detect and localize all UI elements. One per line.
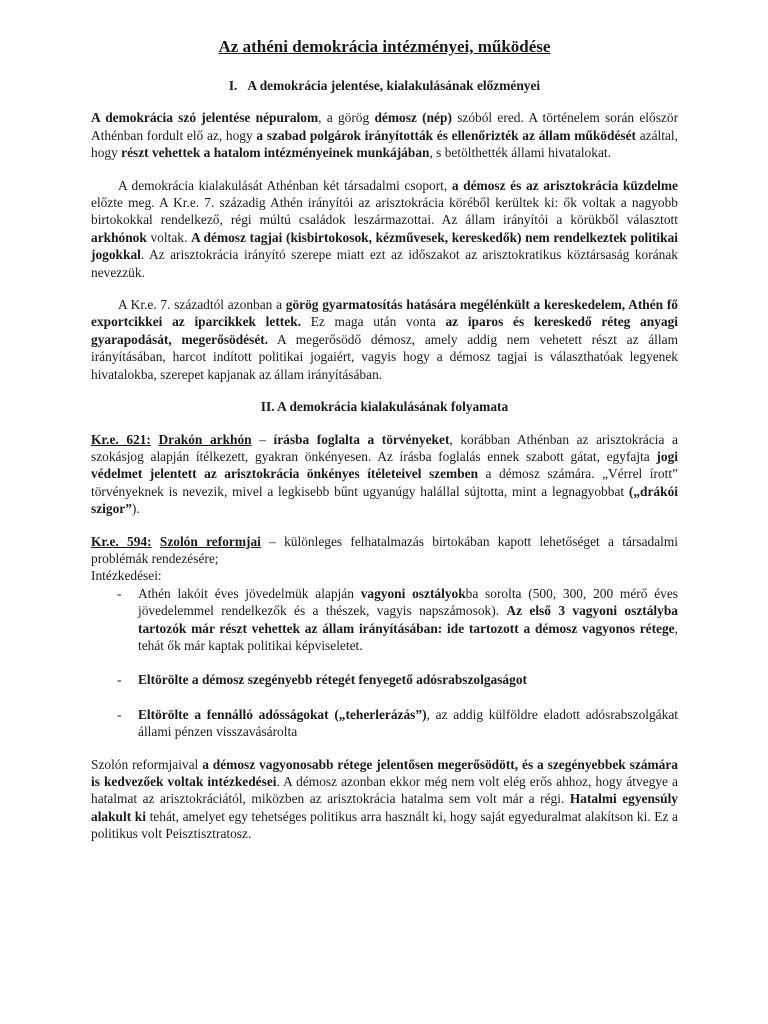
document-title: Az athéni demokrácia intézményei, működése (218, 37, 551, 56)
dash-bullet: - (117, 585, 122, 601)
section-1-paragraph-3: A Kr.e. 7. századtól azonban a görög gyarmatosítás hatására megélénkült a kereskedelem, Athén fő exportcikkei az iparcikkek lettek. Ez maga után vonta az iparos és kereskedő réteg anyagi gyarapodását, megerősödését. A megerősödő démosz, amely addig nem vehetett részt az állam irányításában, harcot indított politikai jogaiért, vagyis hogy a démosz tagjai is választhatóak legyenek hivatalokba, szerepet kapjanak az állam irányításában. (91, 297, 679, 382)
section-1-paragraph-2: A demokrácia kialakulását Athénban két társadalmi csoport, a démosz és az arisztokrácia küzdelme előzte meg. A Kr.e. 7. századig Athén irányítói az arisztokrácia köréből kerültek ki: ők voltak a nagyobb birtokokkal rendelkező, régi múltú családok leszármazottai. Az állam irányítói a körükből választott arkhónok voltak. A démosz tagjai (kisbirtokosok, kézművesek, kereskedők) nem rendelkeztek politikai jogokkal. Az arisztokrácia irányító szerepe miatt ezt az időszakot az arisztokratikus köztársaság korának nevezzük. (91, 177, 679, 280)
section-2-paragraph-szolon: Kr.e. 594: Szolón reformjai – különleges felhatalmazás birtokában kapott lehetőséget a társadalmi problémák rendezésére; (91, 533, 679, 566)
section-1-heading: I. A demokrácia jelentése, kialakulásának előzményei (228, 78, 541, 93)
section-2-paragraph-drakon: Kr.e. 621: Drakón arkhón – írásba foglalta a törvényeket, korábban Athénban az arisztokrácia a szokásjog alapján ítélkezett, gyakran önkényesen. Az írásba foglalás ennek szabott gátat, egyfajta jogi védelmet jelentett az arisztokrácia önkényes ítéleteivel szemben a démosz számára. „Vérrel írott” törvényeknek is nevezik, mivel a legkisebb bűnt ugyanúgy halállal sújtotta, mint a legnagyobbat („drákói szigor”). (91, 431, 678, 517)
section-1-paragraph-1: A demokrácia szó jelentése népuralom, a görög démosz (nép) szóból ered. A történelem során először Athénban fordult elő az, hogy a szabad polgárok irányították és ellenőrizték az állam működését azáltal, hogy részt vehettek a hatalom intézményeinek munkájában, s betölthették állami hivatalokat. (91, 110, 679, 161)
section-2-heading: II. A demokrácia kialakulásának folyamata (260, 399, 509, 415)
dash-bullet: - (117, 672, 122, 688)
list-item: - Eltörölte a démosz szegényebb rétegét fenyegető adósrabszolgaságot (117, 672, 527, 688)
measures-label: Intézkedései: (91, 568, 162, 584)
dash-bullet: - (117, 706, 122, 722)
measures-list (91, 585, 678, 741)
list-item: - Athén lakóit éves jövedelmük alapján vagyoni osztályokba sorolta (500, 300, 200 mérő éves jövedelemmel rendelkezők és a thészek, vagyis napszámosok). Az első 3 vagyoni osztályba tartozók már részt vehettek az állam irányításában: ide tartozott a démosz vagyonos rétege, tehát ők már kaptak politikai képviseletet. (117, 585, 678, 653)
list-item: - Eltörölte a fennálló adósságokat („teherlerázás”), az addig külföldre eladott adósrabszolgákat állami pénzen visszavásárolta (117, 706, 678, 740)
section-2-paragraph-conclusion: Szolón reformjaival a démosz vagyonosabb rétege jelentősen megerősödött, és a szegényebbek számára is kedvezőek voltak intézkedései. A démosz azonban ekkor még nem volt elég erős ahhoz, hogy átvegye a hatalmat az arisztokráciától, miközben az arisztokrácia hatalma sem volt már a régi. Hatalmi egyensúly alakult ki tehát, amelyet egy tehetséges politikus arra használt ki, hogy saját egyeduralmat alakítson ki. Ez a politikus volt Peisztisztratosz. (91, 756, 679, 842)
